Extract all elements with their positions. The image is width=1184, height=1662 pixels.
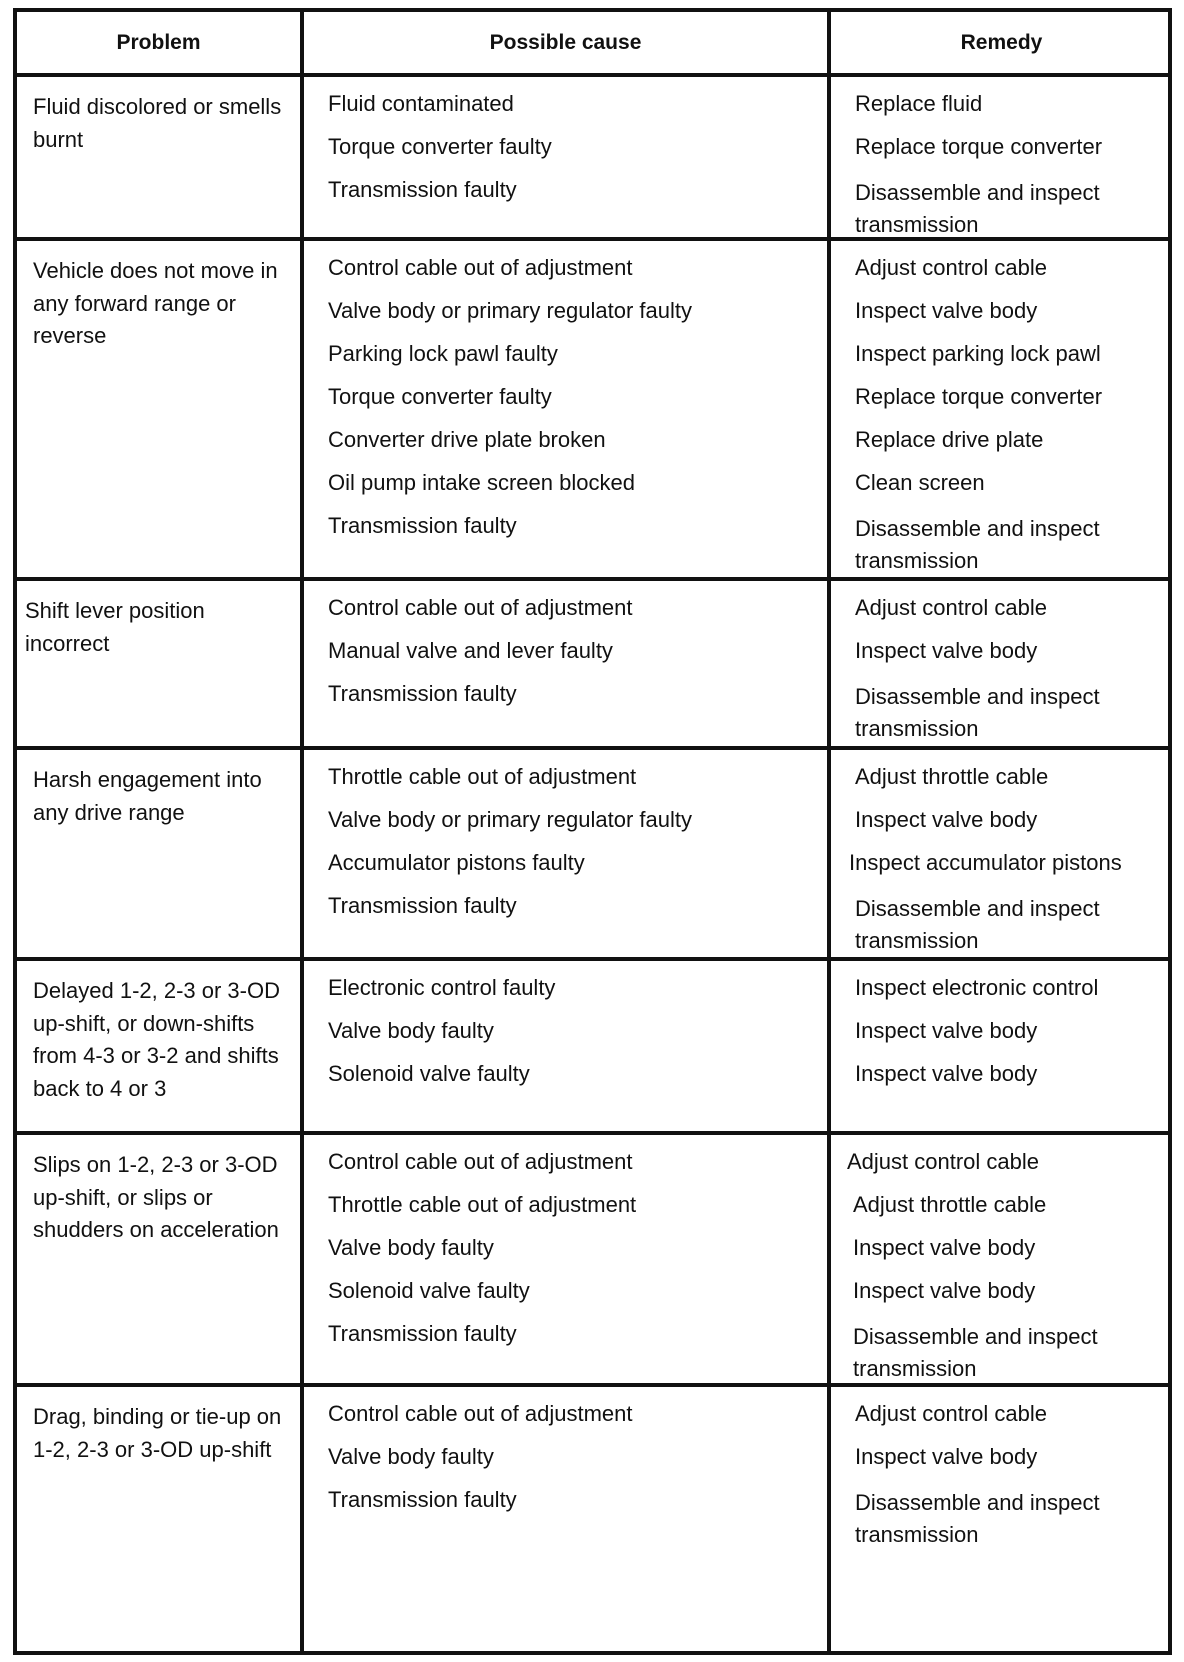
cause-item: Transmission faulty — [328, 513, 517, 538]
cause-cell — [304, 241, 827, 577]
cause-item: Oil pump intake screen blocked — [328, 470, 635, 495]
problem-cell: Slips on 1-2, 2-3 or 3-OD up-shift, or slips or shudders on acceleration — [33, 1152, 279, 1242]
cause-item: Fluid contaminated — [328, 91, 514, 116]
remedy-item: Replace torque converter — [855, 134, 1103, 159]
remedy-item: Inspect valve body — [855, 1061, 1038, 1086]
table-row — [17, 241, 1168, 577]
remedy-item: Inspect valve body — [853, 1278, 1036, 1303]
problem-cell: Drag, binding or tie-up on 1-2, 2-3 or 3-OD up-shift — [33, 1404, 282, 1462]
cause-item: Valve body or primary regulator faulty — [328, 298, 692, 323]
cause-cell — [304, 77, 827, 237]
cause-item: Manual valve and lever faulty — [328, 638, 613, 663]
cause-item: Throttle cable out of adjustment — [328, 764, 637, 789]
cause-item: Valve body or primary regulator faulty — [328, 807, 692, 832]
cause-item: Solenoid valve faulty — [328, 1061, 530, 1086]
remedy-cell — [831, 581, 1172, 746]
table-row — [17, 750, 1168, 957]
problem-cell: Delayed 1-2, 2-3 or 3-OD up-shift, or down-shifts from 4-3 or 3-2 and shifts back to 4 or 3 — [33, 978, 280, 1101]
cause-item: Valve body faulty — [328, 1444, 494, 1469]
cause-cell — [304, 961, 827, 1131]
remedy-item: Disassemble and inspect transmission — [855, 180, 1100, 237]
remedy-item: Disassemble and inspect transmission — [855, 1490, 1100, 1547]
cause-cell — [304, 1387, 827, 1655]
header-remedy: Remedy — [960, 30, 1043, 54]
problem-cell: Fluid discolored or smells burnt — [33, 94, 282, 152]
remedy-item: Disassemble and inspect transmission — [855, 684, 1100, 741]
problem-cell: Shift lever position incorrect — [25, 598, 205, 656]
cause-item: Accumulator pistons faulty — [328, 850, 585, 875]
table-row — [17, 581, 1168, 746]
cause-item: Converter drive plate broken — [328, 427, 606, 452]
remedy-item: Adjust throttle cable — [855, 764, 1049, 789]
cause-item: Transmission faulty — [328, 1487, 517, 1512]
cause-item: Valve body faulty — [328, 1235, 494, 1260]
cause-item: Parking lock pawl faulty — [328, 341, 558, 366]
remedy-item: Inspect electronic control — [855, 975, 1099, 1000]
table-row — [17, 77, 1168, 237]
cause-item: Valve body faulty — [328, 1018, 494, 1043]
remedy-cell — [831, 750, 1172, 957]
remedy-item: Adjust control cable — [847, 1149, 1039, 1174]
cause-item: Transmission faulty — [328, 681, 517, 706]
table-row — [17, 1135, 1168, 1383]
remedy-item: Adjust throttle cable — [853, 1192, 1047, 1217]
remedy-item: Inspect valve body — [855, 1444, 1038, 1469]
problem-cell: Harsh engagement into any drive range — [33, 767, 262, 825]
remedy-cell — [831, 77, 1172, 237]
remedy-item: Clean screen — [855, 470, 985, 495]
remedy-item: Disassemble and inspect transmission — [855, 516, 1100, 573]
cause-item: Control cable out of adjustment — [328, 255, 633, 280]
table-row — [17, 961, 1168, 1131]
remedy-item: Inspect parking lock pawl — [855, 341, 1101, 366]
cause-item: Transmission faulty — [328, 1321, 517, 1346]
cause-item: Control cable out of adjustment — [328, 1149, 633, 1174]
cause-cell — [304, 581, 827, 746]
cause-cell — [304, 1135, 827, 1383]
remedy-cell — [831, 241, 1172, 577]
cause-item: Control cable out of adjustment — [328, 1401, 633, 1426]
remedy-item: Adjust control cable — [855, 1401, 1047, 1426]
remedy-cell — [831, 1135, 1172, 1383]
remedy-cell — [831, 1387, 1172, 1655]
cause-cell — [304, 750, 827, 957]
cause-item: Torque converter faulty — [328, 134, 552, 159]
remedy-item: Inspect accumulator pistons — [849, 850, 1122, 875]
remedy-item: Replace fluid — [855, 91, 983, 116]
header-problem: Problem — [116, 30, 201, 54]
remedy-item: Inspect valve body — [855, 638, 1038, 663]
remedy-item: Inspect valve body — [855, 807, 1038, 832]
cause-item: Torque converter faulty — [328, 384, 552, 409]
remedy-cell — [831, 961, 1172, 1131]
problem-cell: Vehicle does not move in any forward range or reverse — [33, 258, 278, 348]
remedy-item: Inspect valve body — [853, 1235, 1036, 1260]
cause-item: Control cable out of adjustment — [328, 595, 633, 620]
cause-item: Solenoid valve faulty — [328, 1278, 530, 1303]
cause-item: Transmission faulty — [328, 177, 517, 202]
remedy-item: Replace drive plate — [855, 427, 1044, 452]
remedy-item: Adjust control cable — [855, 255, 1047, 280]
header-cause: Possible cause — [489, 30, 642, 54]
remedy-item: Inspect valve body — [855, 1018, 1038, 1043]
remedy-item: Replace torque converter — [855, 384, 1103, 409]
troubleshooting-table — [13, 8, 1172, 1655]
cause-item: Transmission faulty — [328, 893, 517, 918]
table-row — [17, 1387, 1168, 1655]
remedy-item: Disassemble and inspect transmission — [853, 1324, 1098, 1381]
remedy-item: Disassemble and inspect transmission — [855, 896, 1100, 953]
cause-item: Throttle cable out of adjustment — [328, 1192, 637, 1217]
remedy-item: Adjust control cable — [855, 595, 1047, 620]
remedy-item: Inspect valve body — [855, 298, 1038, 323]
cause-item: Electronic control faulty — [328, 975, 556, 1000]
